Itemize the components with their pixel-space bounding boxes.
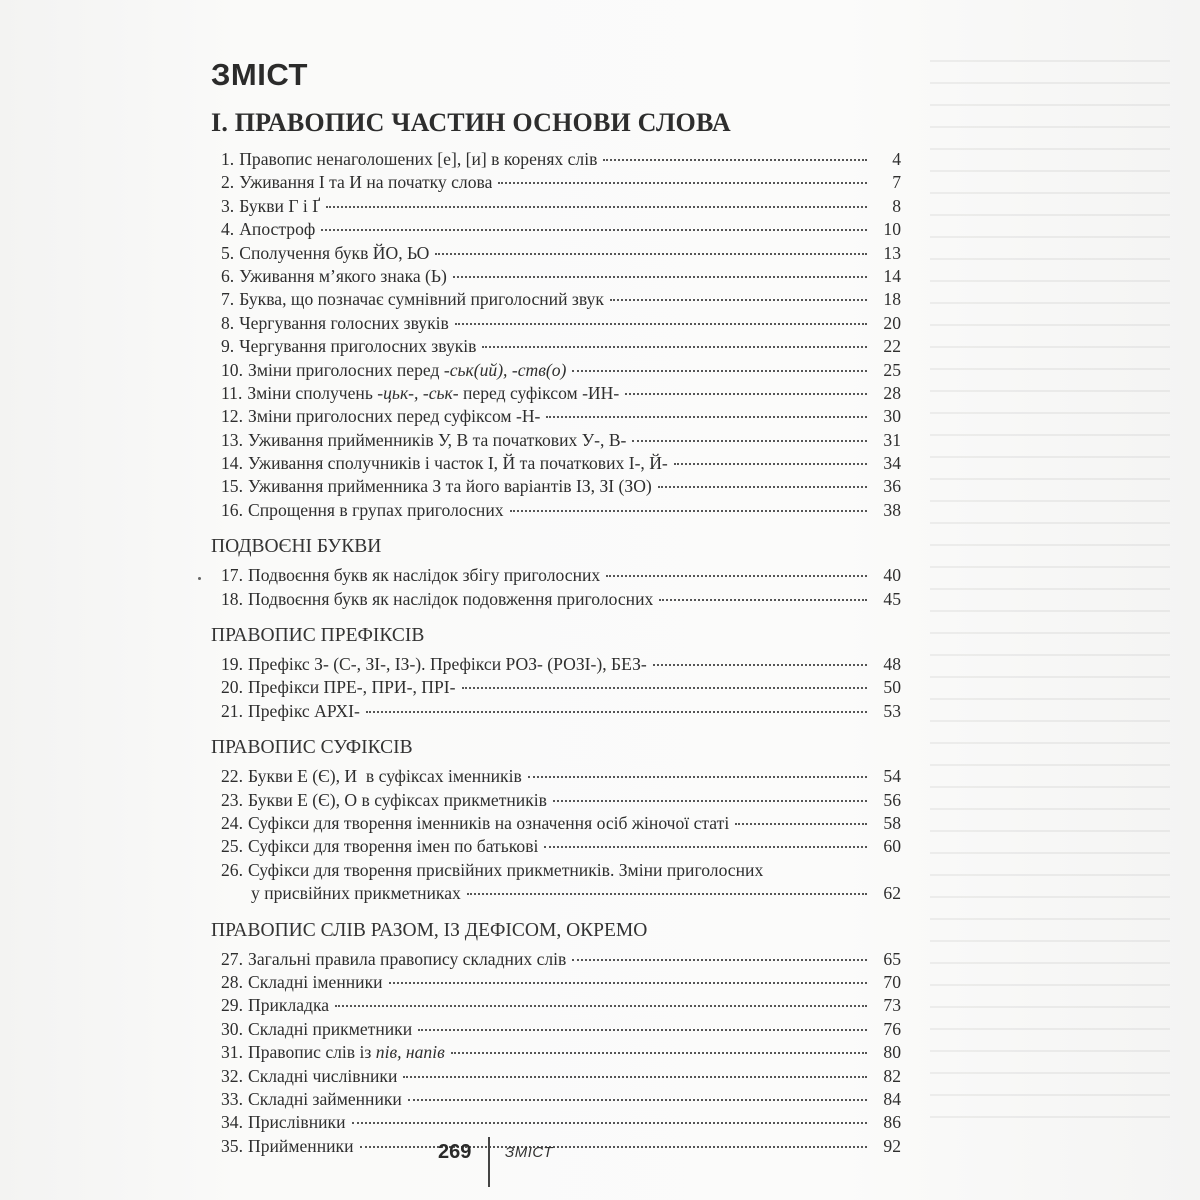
dot-leader — [451, 1052, 867, 1054]
entry-page-number: 84 — [883, 1088, 901, 1109]
entry-title-italic: пів, напів — [375, 1042, 445, 1063]
toc-entry[interactable] — [221, 700, 901, 723]
toc-entry[interactable] — [221, 148, 901, 171]
entry-title: Префікс З- (С-, ЗІ-, ІЗ-). Префікси РОЗ- (РОЗІ-), БЕЗ- — [248, 654, 647, 675]
entry-number: 32. — [221, 1065, 243, 1086]
entry-page-number: 40 — [883, 565, 901, 586]
entry-title: Суфікси для творення присвійних прикметників. Зміни приголосних — [248, 859, 764, 880]
entry-page-number: 56 — [883, 789, 901, 810]
toc-entry[interactable] — [221, 1041, 901, 1064]
entry-number: 24. — [221, 812, 243, 833]
dot-leader — [462, 687, 868, 689]
toc-entry[interactable] — [221, 653, 901, 676]
page-footer — [0, 1137, 1200, 1187]
dot-leader — [659, 599, 867, 601]
entry-page-number: 18 — [883, 289, 901, 310]
bleed-through-text — [930, 60, 1170, 1120]
toc-entry[interactable] — [221, 475, 901, 498]
dot-leader — [610, 299, 867, 301]
entry-title: Сполучення букв ЙО, ЬО — [239, 242, 430, 263]
entry-title: Уживання прийменника З та його варіантів ІЗ, ЗІ (ЗО) — [248, 476, 652, 497]
entry-number: 25. — [221, 836, 243, 857]
entry-title: Буква, що позначає сумнівний приголосний звук — [239, 289, 604, 310]
entry-number: 6. — [221, 265, 235, 286]
dot-leader — [453, 276, 867, 278]
entry-title: Уживання прийменників У, В та початкових У-, В- — [248, 429, 627, 450]
toc-entry[interactable] — [221, 429, 901, 452]
entry-number: 34. — [221, 1112, 243, 1133]
entry-title: Правопис ненаголошених [е], [и] в коренях слів — [239, 149, 598, 169]
entry-title — [248, 359, 566, 382]
entry-title-continued: у присвійних прикметниках — [251, 883, 461, 904]
dot-leader — [366, 711, 867, 713]
entry-title: Прикладка — [248, 995, 330, 1016]
toc-entry[interactable] — [221, 359, 901, 382]
entry-title: Спрощення в групах приголосних — [248, 499, 504, 520]
entry-number: 23. — [221, 789, 243, 810]
toc-entry[interactable] — [221, 218, 901, 241]
entry-number: 27. — [221, 948, 243, 969]
dot-leader — [482, 346, 867, 348]
entry-number: 10. — [221, 359, 243, 380]
entry-title: Префікс АРХІ- — [248, 700, 360, 721]
section-title: ПРАВОПИС СЛІВ РАЗОМ, ІЗ ДЕФІСОМ, ОКРЕМО — [211, 919, 648, 941]
toc-list — [211, 564, 901, 611]
dot-leader — [321, 229, 867, 231]
entry-number: 33. — [221, 1088, 243, 1109]
entry-page-number: 14 — [883, 265, 901, 286]
dot-leader — [653, 664, 867, 666]
dot-leader — [498, 182, 867, 184]
entry-number: 2. — [221, 172, 235, 193]
entry-page-number: 13 — [883, 242, 901, 263]
dot-leader — [528, 776, 867, 778]
toc-entry[interactable] — [221, 312, 901, 335]
entry-title-part: Правопис слів із — [248, 1042, 376, 1063]
toc-entry[interactable] — [221, 948, 901, 971]
margin-speck — [198, 577, 201, 580]
section-title: ПРАВОПИС СУФІКСІВ — [211, 737, 413, 759]
entry-title — [248, 1041, 445, 1064]
toc-entry[interactable] — [221, 994, 901, 1017]
entry-page-number: 7 — [892, 172, 901, 193]
entry-title: Уживання І та И на початку слова — [239, 172, 493, 193]
dot-leader — [632, 440, 867, 442]
entry-number: 31. — [221, 1042, 243, 1063]
dot-leader — [408, 1099, 867, 1101]
entry-number: 4. — [221, 219, 235, 240]
entry-title: Подвоєння букв як наслідок збігу приголосних — [248, 565, 601, 586]
entry-page-number: 92 — [883, 1135, 901, 1156]
entry-title: Зміни приголосних перед суфіксом -Н- — [248, 406, 541, 427]
entry-page-number: 22 — [883, 336, 901, 357]
entry-number: 21. — [221, 700, 243, 721]
entry-title: Апостроф — [239, 219, 316, 240]
entry-page-number: 31 — [883, 429, 901, 450]
entry-page-number: 62 — [883, 883, 901, 904]
entry-title: Букви Е (Є), И в суфіксах іменників — [248, 766, 522, 787]
entry-title: Префікси ПРЕ-, ПРИ-, ПРІ- — [248, 677, 456, 698]
entry-number: 35. — [221, 1135, 243, 1156]
dot-leader — [510, 510, 867, 512]
entry-number: 29. — [221, 995, 243, 1016]
table-of-contents — [211, 56, 901, 1158]
entry-title-italic: -цьк-, -ськ- — [377, 382, 459, 403]
toc-entry[interactable] — [221, 335, 901, 358]
entry-page-number: 38 — [883, 499, 901, 520]
toc-entry[interactable] — [221, 382, 901, 405]
entry-number: 16. — [221, 499, 243, 520]
toc-sections — [211, 148, 901, 1158]
dot-leader — [735, 823, 867, 825]
footer-divider — [488, 1137, 490, 1187]
entry-page-number: 30 — [883, 406, 901, 427]
entry-page-number: 73 — [883, 995, 901, 1016]
entry-number: 15. — [221, 476, 243, 497]
entry-number: 20. — [221, 677, 243, 698]
entry-page-number: 45 — [883, 588, 901, 609]
entry-title: Загальні правила правопису складних слів — [248, 948, 567, 969]
toc-entry[interactable] — [221, 676, 901, 699]
toc-entry[interactable] — [221, 1111, 901, 1134]
entry-number: 26. — [221, 859, 243, 880]
entry-page-number: 54 — [883, 766, 901, 787]
entry-page-number: 25 — [883, 359, 901, 380]
entry-title-part: перед суфіксом -ИН- — [458, 382, 620, 403]
toc-entry[interactable] — [221, 765, 901, 788]
entry-number: 14. — [221, 453, 243, 474]
entry-number: 22. — [221, 766, 243, 787]
toc-entry[interactable] — [221, 499, 901, 522]
entry-number: 30. — [221, 1018, 243, 1039]
entry-number: 7. — [221, 289, 235, 310]
entry-page-number: 70 — [883, 971, 901, 992]
entry-page-number: 10 — [883, 219, 901, 240]
toc-entry[interactable] — [221, 265, 901, 288]
dot-leader — [572, 959, 867, 961]
dot-leader — [658, 486, 867, 488]
toc-entry[interactable] — [221, 242, 901, 265]
entry-page-number: 58 — [883, 812, 901, 833]
toc-entry[interactable] — [221, 195, 901, 218]
toc-entry[interactable] — [221, 405, 901, 428]
entry-title: Чергування приголосних звуків — [239, 336, 477, 357]
toc-entry[interactable] — [221, 789, 901, 812]
entry-title: Уживання сполучників і часток І, Й та початкових І-, Й- — [248, 453, 668, 474]
dot-leader — [467, 893, 867, 895]
toc-entry[interactable] — [221, 564, 901, 587]
entry-number: 17. — [221, 565, 243, 586]
entry-number: 11. — [221, 382, 243, 403]
toc-list — [211, 948, 901, 1159]
entry-number: 28. — [221, 971, 243, 992]
entry-title: Прислівники — [248, 1112, 346, 1133]
dot-leader — [403, 1076, 867, 1078]
entry-page-number: 28 — [883, 382, 901, 403]
dot-leader — [603, 159, 867, 161]
dot-leader — [335, 1005, 867, 1007]
toc-entry[interactable] — [221, 1065, 901, 1088]
entry-page-number: 50 — [883, 677, 901, 698]
entry-title: Складні прикметники — [248, 1018, 413, 1039]
page-title: ЗМІСТ — [211, 57, 308, 92]
section-title: ПОДВОЄНІ БУКВИ — [211, 536, 382, 558]
running-head: ЗМІСТ — [505, 1144, 553, 1161]
dot-leader — [546, 416, 867, 418]
entry-title: Складні числівники — [248, 1065, 398, 1086]
dot-leader — [418, 1029, 867, 1031]
toc-entry[interactable] — [221, 588, 901, 611]
toc-entry[interactable] — [221, 859, 901, 906]
entry-number: 3. — [221, 195, 235, 216]
entry-page-number: 65 — [883, 948, 901, 969]
page-number: 269 — [438, 1141, 472, 1163]
entry-title: Прийменники — [248, 1135, 354, 1156]
entry-number: 1. — [221, 149, 235, 169]
entry-page-number: 20 — [883, 312, 901, 333]
entry-line-1 — [221, 859, 901, 882]
entry-title: Букви Г і Ґ — [239, 195, 321, 216]
dot-leader — [625, 393, 867, 395]
dot-leader — [435, 253, 867, 255]
entry-number: 13. — [221, 429, 243, 450]
entry-number: 19. — [221, 654, 243, 675]
toc-list — [211, 653, 901, 723]
entry-title-italic: -ськ(ий), -ств(о) — [443, 359, 567, 380]
entry-number: 8. — [221, 312, 235, 333]
dot-leader — [352, 1122, 868, 1124]
toc-entry[interactable] — [221, 971, 901, 994]
toc-entry[interactable] — [221, 288, 901, 311]
entry-title: Суфікси для творення імен по батькові — [248, 836, 539, 857]
entry-title: Складні іменники — [248, 971, 383, 992]
entry-title: Суфікси для творення іменників на означення осіб жіночої статі — [248, 812, 730, 833]
entry-page-number: 80 — [883, 1042, 901, 1063]
dot-leader — [553, 800, 867, 802]
entry-title — [247, 382, 619, 405]
entry-number: 9. — [221, 336, 235, 357]
entry-number: 18. — [221, 588, 243, 609]
entry-page-number: 34 — [883, 453, 901, 474]
toc-entry[interactable] — [221, 835, 901, 858]
entry-page-number: 86 — [883, 1112, 901, 1133]
section-title: ПРАВОПИС ПРЕФІКСІВ — [211, 625, 425, 647]
toc-entry[interactable] — [221, 812, 901, 835]
toc-entry[interactable] — [221, 1018, 901, 1041]
dot-leader — [326, 206, 867, 208]
dot-leader — [572, 370, 867, 372]
entry-page-number: 53 — [883, 700, 901, 721]
entry-page-number: 60 — [883, 836, 901, 857]
entry-title: Букви Е (Є), О в суфіксах прикметників — [248, 789, 547, 810]
entry-page-number: 36 — [883, 476, 901, 497]
dot-leader — [455, 323, 867, 325]
entry-title: Подвоєння букв як наслідок подовження приголосних — [248, 588, 654, 609]
dot-leader — [389, 982, 867, 984]
dot-leader — [674, 463, 867, 465]
entry-page-number: 76 — [883, 1018, 901, 1039]
entry-title: Чергування голосних звуків — [239, 312, 449, 333]
entry-page-number: 8 — [892, 195, 901, 216]
entry-title-part: Зміни сполучень — [247, 382, 378, 403]
entry-page-number: 48 — [883, 654, 901, 675]
entry-number: 5. — [221, 242, 235, 263]
entry-page-number: 82 — [883, 1065, 901, 1086]
toc-entry[interactable] — [221, 1088, 901, 1111]
toc-list — [211, 148, 901, 522]
entry-title-part: Зміни приголосних перед — [248, 359, 444, 380]
entry-page-number: 4 — [892, 149, 901, 169]
entry-title: Уживання м’якого знака (Ь) — [239, 265, 447, 286]
toc-list — [211, 765, 901, 905]
entry-line-2 — [221, 882, 901, 905]
part-title: І. ПРАВОПИС ЧАСТИН ОСНОВИ СЛОВА — [211, 108, 731, 137]
dot-leader — [606, 575, 867, 577]
toc-entry[interactable] — [221, 452, 901, 475]
entry-title: Складні займенники — [248, 1088, 402, 1109]
entry-number: 12. — [221, 406, 243, 427]
dot-leader — [544, 846, 867, 848]
toc-entry[interactable] — [221, 171, 901, 194]
